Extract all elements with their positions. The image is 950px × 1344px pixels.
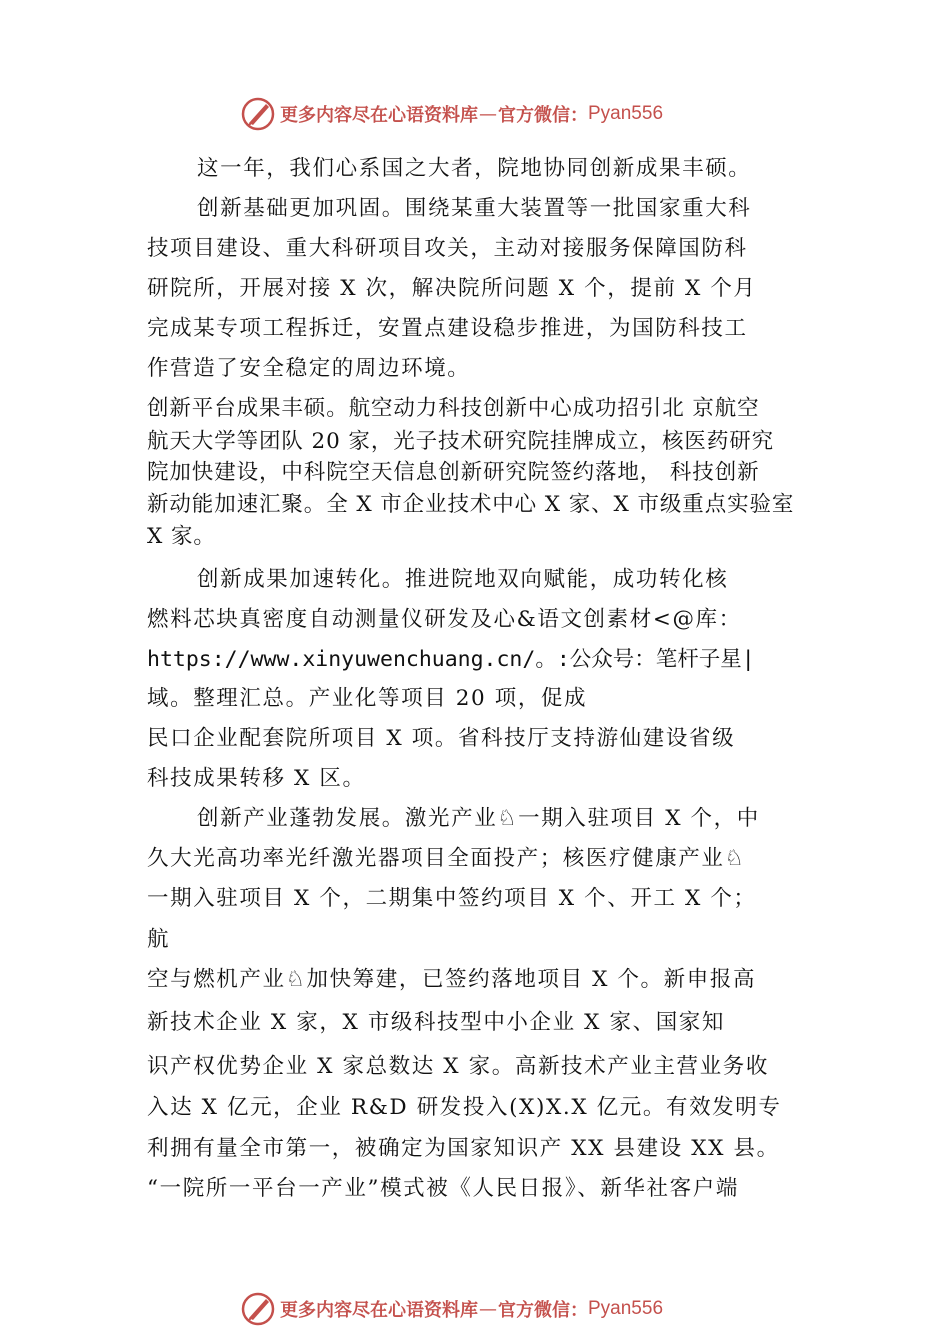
text-line: 一期入驻项目 X 个，二期集中签约项目 X 个、开工 X 个； [147,886,757,911]
banner-wechat-id: Pyan556 [588,103,664,124]
text-line: 创新产业蓬勃发展。激光产业♘一期入驻项目 X 个，中 [197,806,760,831]
banner-separator: — [479,1298,497,1320]
text-line: 创新成果加速转化。推进院地双向赋能，成功转化核 [197,567,729,592]
text-line: 新动能加速汇聚。全 X 市企业技术中心 X 家、X 市级重点实验室 [147,492,795,517]
text-line: 识产权优势企业 X 家总数达 X 家。高新技术产业主营业务收 [147,1054,769,1079]
banner-wechat-id: Pyan556 [588,1298,664,1319]
text-line: 民口企业配套院所项目 X 项。省科技厅支持游仙建设省级 [147,726,736,751]
text-line: 域。整理汇总。产业化等项目 20 项，促成 [147,686,588,711]
header-banner [240,94,663,134]
text-line: 航天大学等团队 20 家，光子技术研究院挂牌成立，核医药研究 [147,429,775,454]
banner-library-name: 更多内容尽在心语资料库 [280,1300,478,1321]
text-line: X 家。 [147,524,216,549]
banner-wechat-label: 官方微信： [498,105,588,126]
text-line: 作营造了安全稳定的周边环境。 [147,356,471,381]
footer-banner [240,1289,663,1329]
text-line: 久大光高功率光纤激光器项目全面投产；核医疗健康产业♘ [147,846,746,871]
text-line: 完成某专项工程拆迁，安置点建设稳步推进，为国防科技工 [147,316,748,341]
text-line: https://www.xinyuwenchuang.cn/。:公众号：笔杆子星| [147,647,755,672]
text-line: 航 [147,927,171,952]
text-line: 这一年，我们心系国之大者，院地协同创新成果丰硕。 [197,156,752,181]
text-line: 创新平台成果丰硕。航空动力科技创新中心成功招引北 京航空 [147,396,760,421]
banner-separator: — [479,103,497,125]
text-line: 空与燃机产业♘加快筹建，已签约落地项目 X 个。新申报高 [147,967,757,992]
text-line: 院加快建设，中科院空天信息创新研究院签约落地， 科技创新 [147,460,760,485]
text-line: 科技成果转移 X 区。 [147,766,366,791]
text-line: 创新基础更加巩固。围绕某重大装置等一批国家重大科 [197,196,752,221]
banner-wechat-label: 官方微信： [498,1300,588,1321]
quill-seal-icon [240,1291,276,1327]
text-line: “一院所一平台一产业”模式被《人民日报》、新华社客户端 [147,1176,739,1201]
text-line: 技项目建设、重大科研项目攻关，主动对接服务保障国防科 [147,236,748,261]
text-line: 入达 X 亿元，企业 R&D 研发投入(X)X.X 亿元。有效发明专 [147,1095,782,1120]
text-line: 利拥有量全市第一，被确定为国家知识产 XX 县建设 XX 县。 [147,1136,780,1161]
quill-seal-icon [240,96,276,132]
text-line: 新技术企业 X 家，X 市级科技型中小企业 X 家、国家知 [147,1010,725,1035]
text-line: 研院所，开展对接 X 次，解决院所问题 X 个，提前 X 个月 [147,276,757,301]
banner-library-name: 更多内容尽在心语资料库 [280,105,478,126]
text-line: 燃料芯块真密度自动测量仪研发及心&语文创素材<@库： [147,607,742,632]
